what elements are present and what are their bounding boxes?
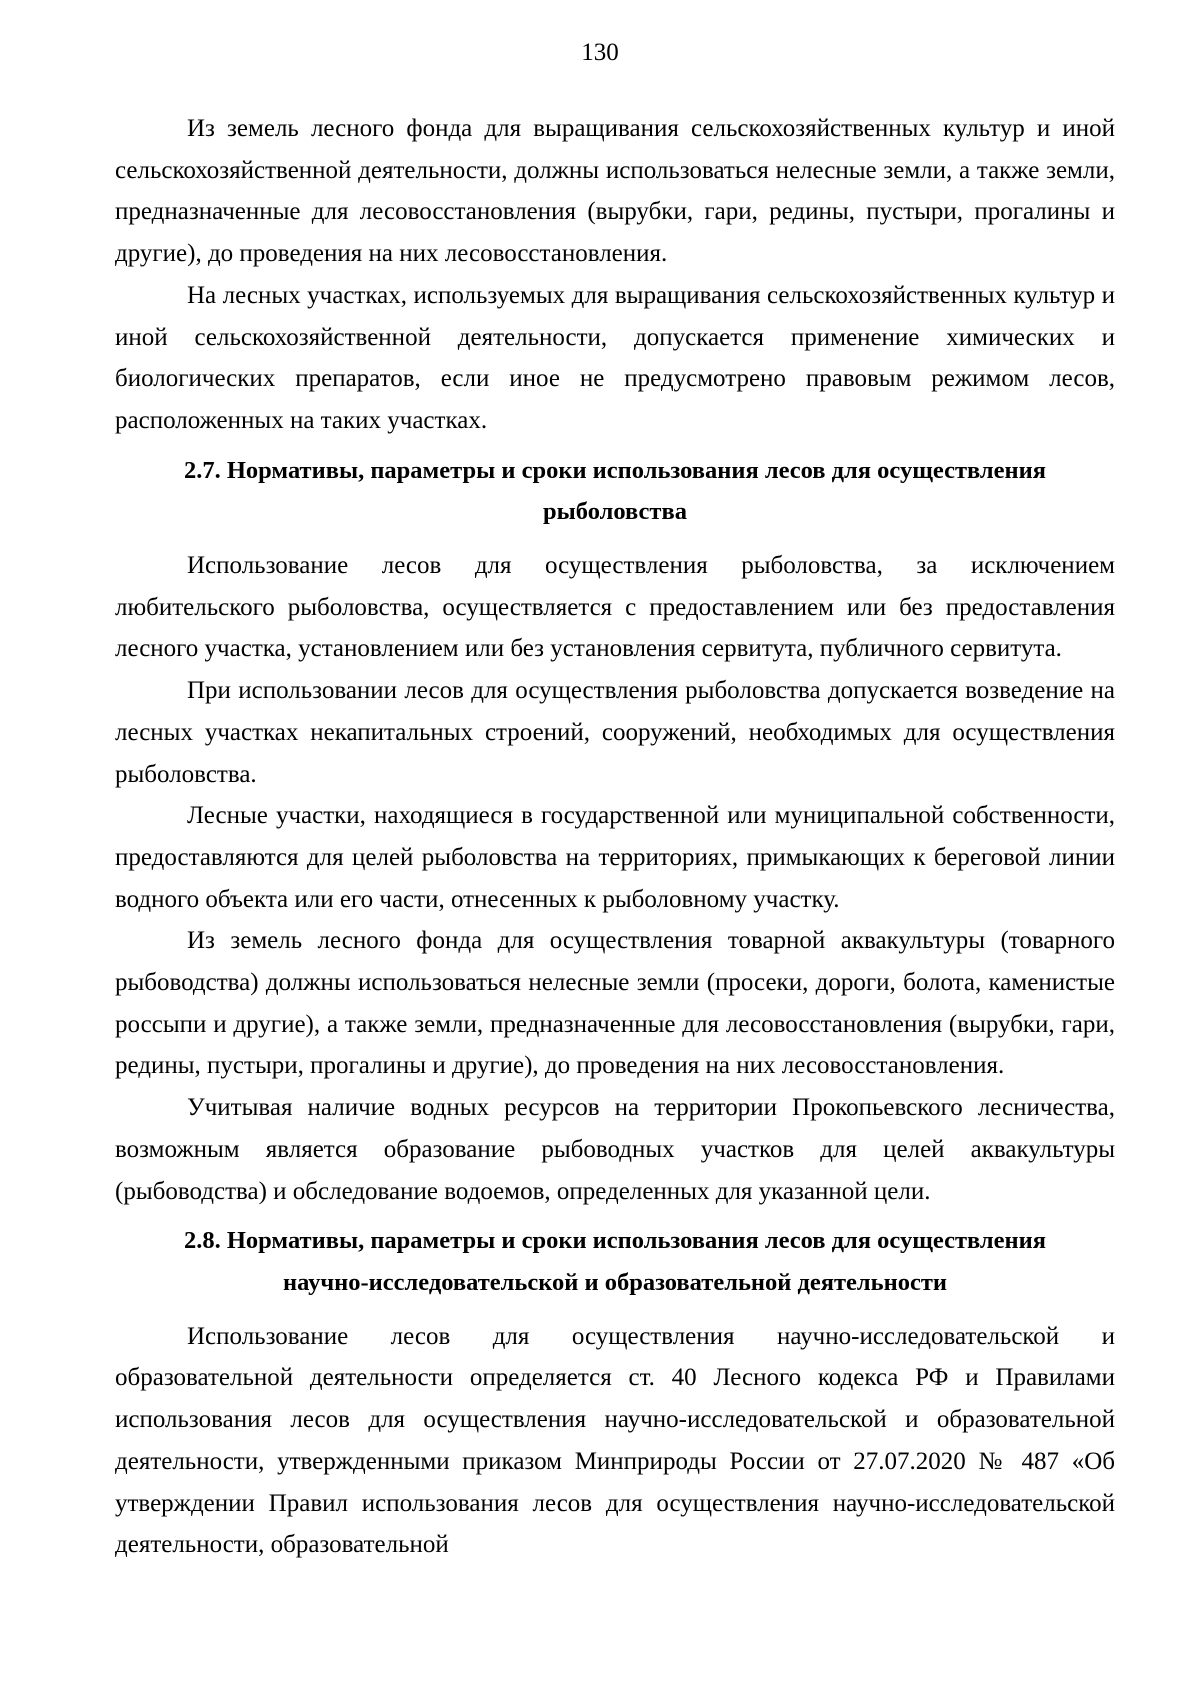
paragraph-fishing-structures: При использовании лесов для осуществления рыболовства допускается возведение на лесных участках некапитальных строений, сооружений, необходимых для осуществления рыболовства. [115, 677, 1115, 788]
paragraph-nonforest-lands-agriculture: Из земель лесного фонда для выращивания сельскохозяйственных культур и иной сельскохозяйственной деятельности, должны использоваться нелесные земли, а также земли, предназначенные для лесовосстановления (вырубки, гари, редины, пустыри, прогалины и другие), до проведения на них лесовосстановления. [115, 115, 1115, 268]
paragraph-fishing-plots: Лесные участки, находящиеся в государственной или муниципальной собственности, предоставляются для целей рыболовства на территориях, примыкающих к береговой линии водного объекта или его части, отнесенных к рыболовному участку. [115, 802, 1115, 913]
paragraph-aquaculture-lands: Из земель лесного фонда для осуществления товарной аквакультуры (товарного рыбоводства) должны использоваться нелесные земли (просеки, дороги, болота, каменистые россыпи и другие), а также земли, предназначенные для лесовосстановления (вырубки, гари, редины, пустыри, прогалины и другие), до проведения на них лесовосстановления. [115, 927, 1115, 1080]
section-heading-2-8-line2: научно-исследовательской и образовательной деятельности [282, 1268, 948, 1296]
section-heading-2-7-line1: 2.7. Нормативы, параметры и сроки использования лесов для осуществления [183, 456, 1046, 484]
section-heading-2-8 [115, 1212, 1115, 1315]
page-body [115, 108, 1115, 1566]
paragraph-chemical-preparations: На лесных участках, используемых для выращивания сельскохозяйственных культур и иной сельскохозяйственной деятельности, допускается применение химических и биологических препаратов, если иное не предусмотрено правовым режимом лесов, расположенных на таких участках. [115, 281, 1115, 434]
section-heading-2-7-line2: рыболовства [543, 498, 687, 526]
section-heading-2-7 [115, 442, 1115, 545]
paragraph-water-resources: Учитывая наличие водных ресурсов на территории Прокопьевского лесничества, возможным является образование рыбоводных участков для целей аквакультуры (рыбоводства) и обследование водоемов, определенных для указанной цели. [115, 1094, 1115, 1205]
section-heading-2-8-line1: 2.8. Нормативы, параметры и сроки использования лесов для осуществления [183, 1227, 1046, 1255]
paragraph-research-education-usage: Использование лесов для осуществления научно-исследовательской и образовательной деятельности определяется ст. 40 Лесного кодекса РФ и Правилами использования лесов для осуществления научно-исследовательской и образовательной деятельности, утвержденными приказом Минприроды России от 27.07.2020 № 487 «Об утверждении Правил использования лесов для осуществления научно-исследовательской деятельности, образовательной [115, 1322, 1115, 1559]
paragraph-fishing-usage: Использование лесов для осуществления рыболовства, за исключением любительского рыболовства, осуществляется с предоставлением или без предоставления лесного участка, установлением или без установления сервитута, публичного сервитута. [115, 552, 1115, 663]
page-number: 130 [581, 39, 619, 66]
